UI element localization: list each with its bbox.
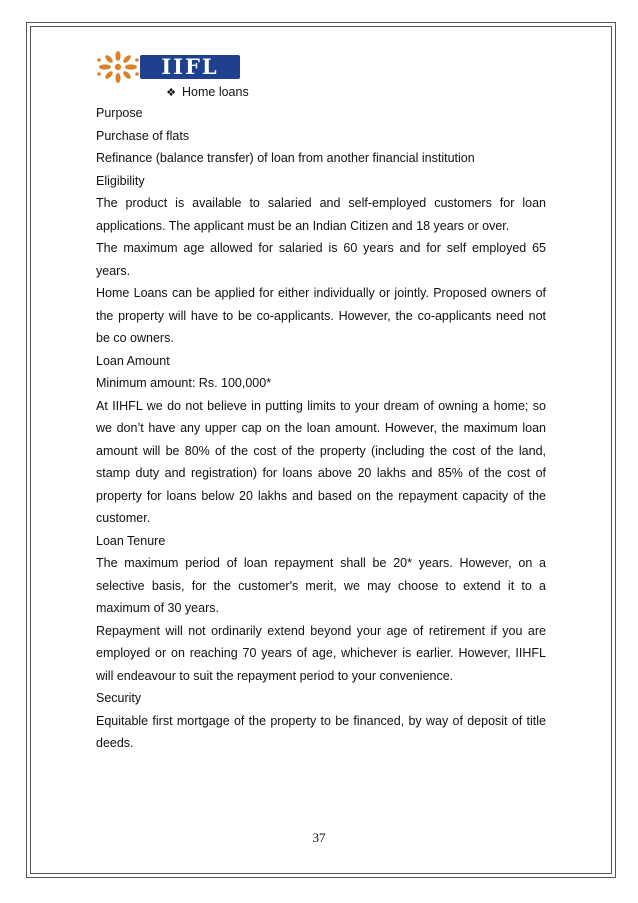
diamond-bullet-icon: ❖: [166, 87, 176, 99]
minimum-amount: Minimum amount: Rs. 100,000*: [96, 376, 272, 390]
loan-tenure-paragraph-1: The maximum period of loan repayment shall be 20* years. However, on a selective basis, for the customer's merit, we may choose to extend it to a maximum of 30 years.: [96, 556, 546, 615]
eligibility-paragraph-1: The product is available to salaried and self-employed customers for loan applications. The applicant must be an Indian Citizen and 18 years or over.: [96, 196, 546, 233]
eligibility-paragraph-3: Home Loans can be applied for either individually or jointly. Proposed owners of the property will have to be co-applicants. However, the co-applicants need not be co owners.: [96, 286, 546, 345]
iifl-logo-text: IIFL: [140, 55, 240, 79]
loan-tenure-paragraph-2: Repayment will not ordinarily extend beyond your age of retirement if you are employed or on reaching 70 years of age, whichever is earlier. However, IIHFL will endeavour to suit the repayment period to your convenience.: [96, 623, 546, 683]
iifl-flower-icon: [96, 50, 140, 84]
page-number: 37: [312, 830, 326, 845]
eligibility-paragraph-2: The maximum age allowed for salaried is 60 years and for self employed 65 years.: [96, 241, 546, 278]
security-paragraph: Equitable first mortgage of the property to be financed, by way of deposit of title deeds.: [96, 713, 546, 750]
section-eligibility: Eligibility: [96, 173, 145, 188]
section-loan-tenure: Loan Tenure: [96, 533, 166, 548]
section-security: Security: [96, 691, 142, 705]
home-loans-heading: [166, 84, 249, 101]
section-purpose: Purpose: [96, 106, 143, 120]
purpose-item-refinance: Refinance (balance transfer) of loan from another financial institution: [96, 151, 475, 165]
loan-amount-paragraph: At IIHFL we do not believe in putting limits to your dream of owning a home; so we don’t have any upper cap on the loan amount. However, the maximum loan amount will be 80% of the cost of the property (including the cost of the land, stamp duty and registration) for loans above 20 lakhs and 85% of the cost of property for loans below 20 lakhs and based on the repayment capacity of the customer.: [96, 398, 546, 525]
section-loan-amount: Loan Amount: [96, 353, 170, 368]
purpose-item-flats: Purchase of flats: [96, 128, 190, 143]
iifl-logo: [96, 48, 256, 84]
document-body: [96, 102, 546, 755]
home-loans-label: Home loans: [182, 85, 249, 99]
